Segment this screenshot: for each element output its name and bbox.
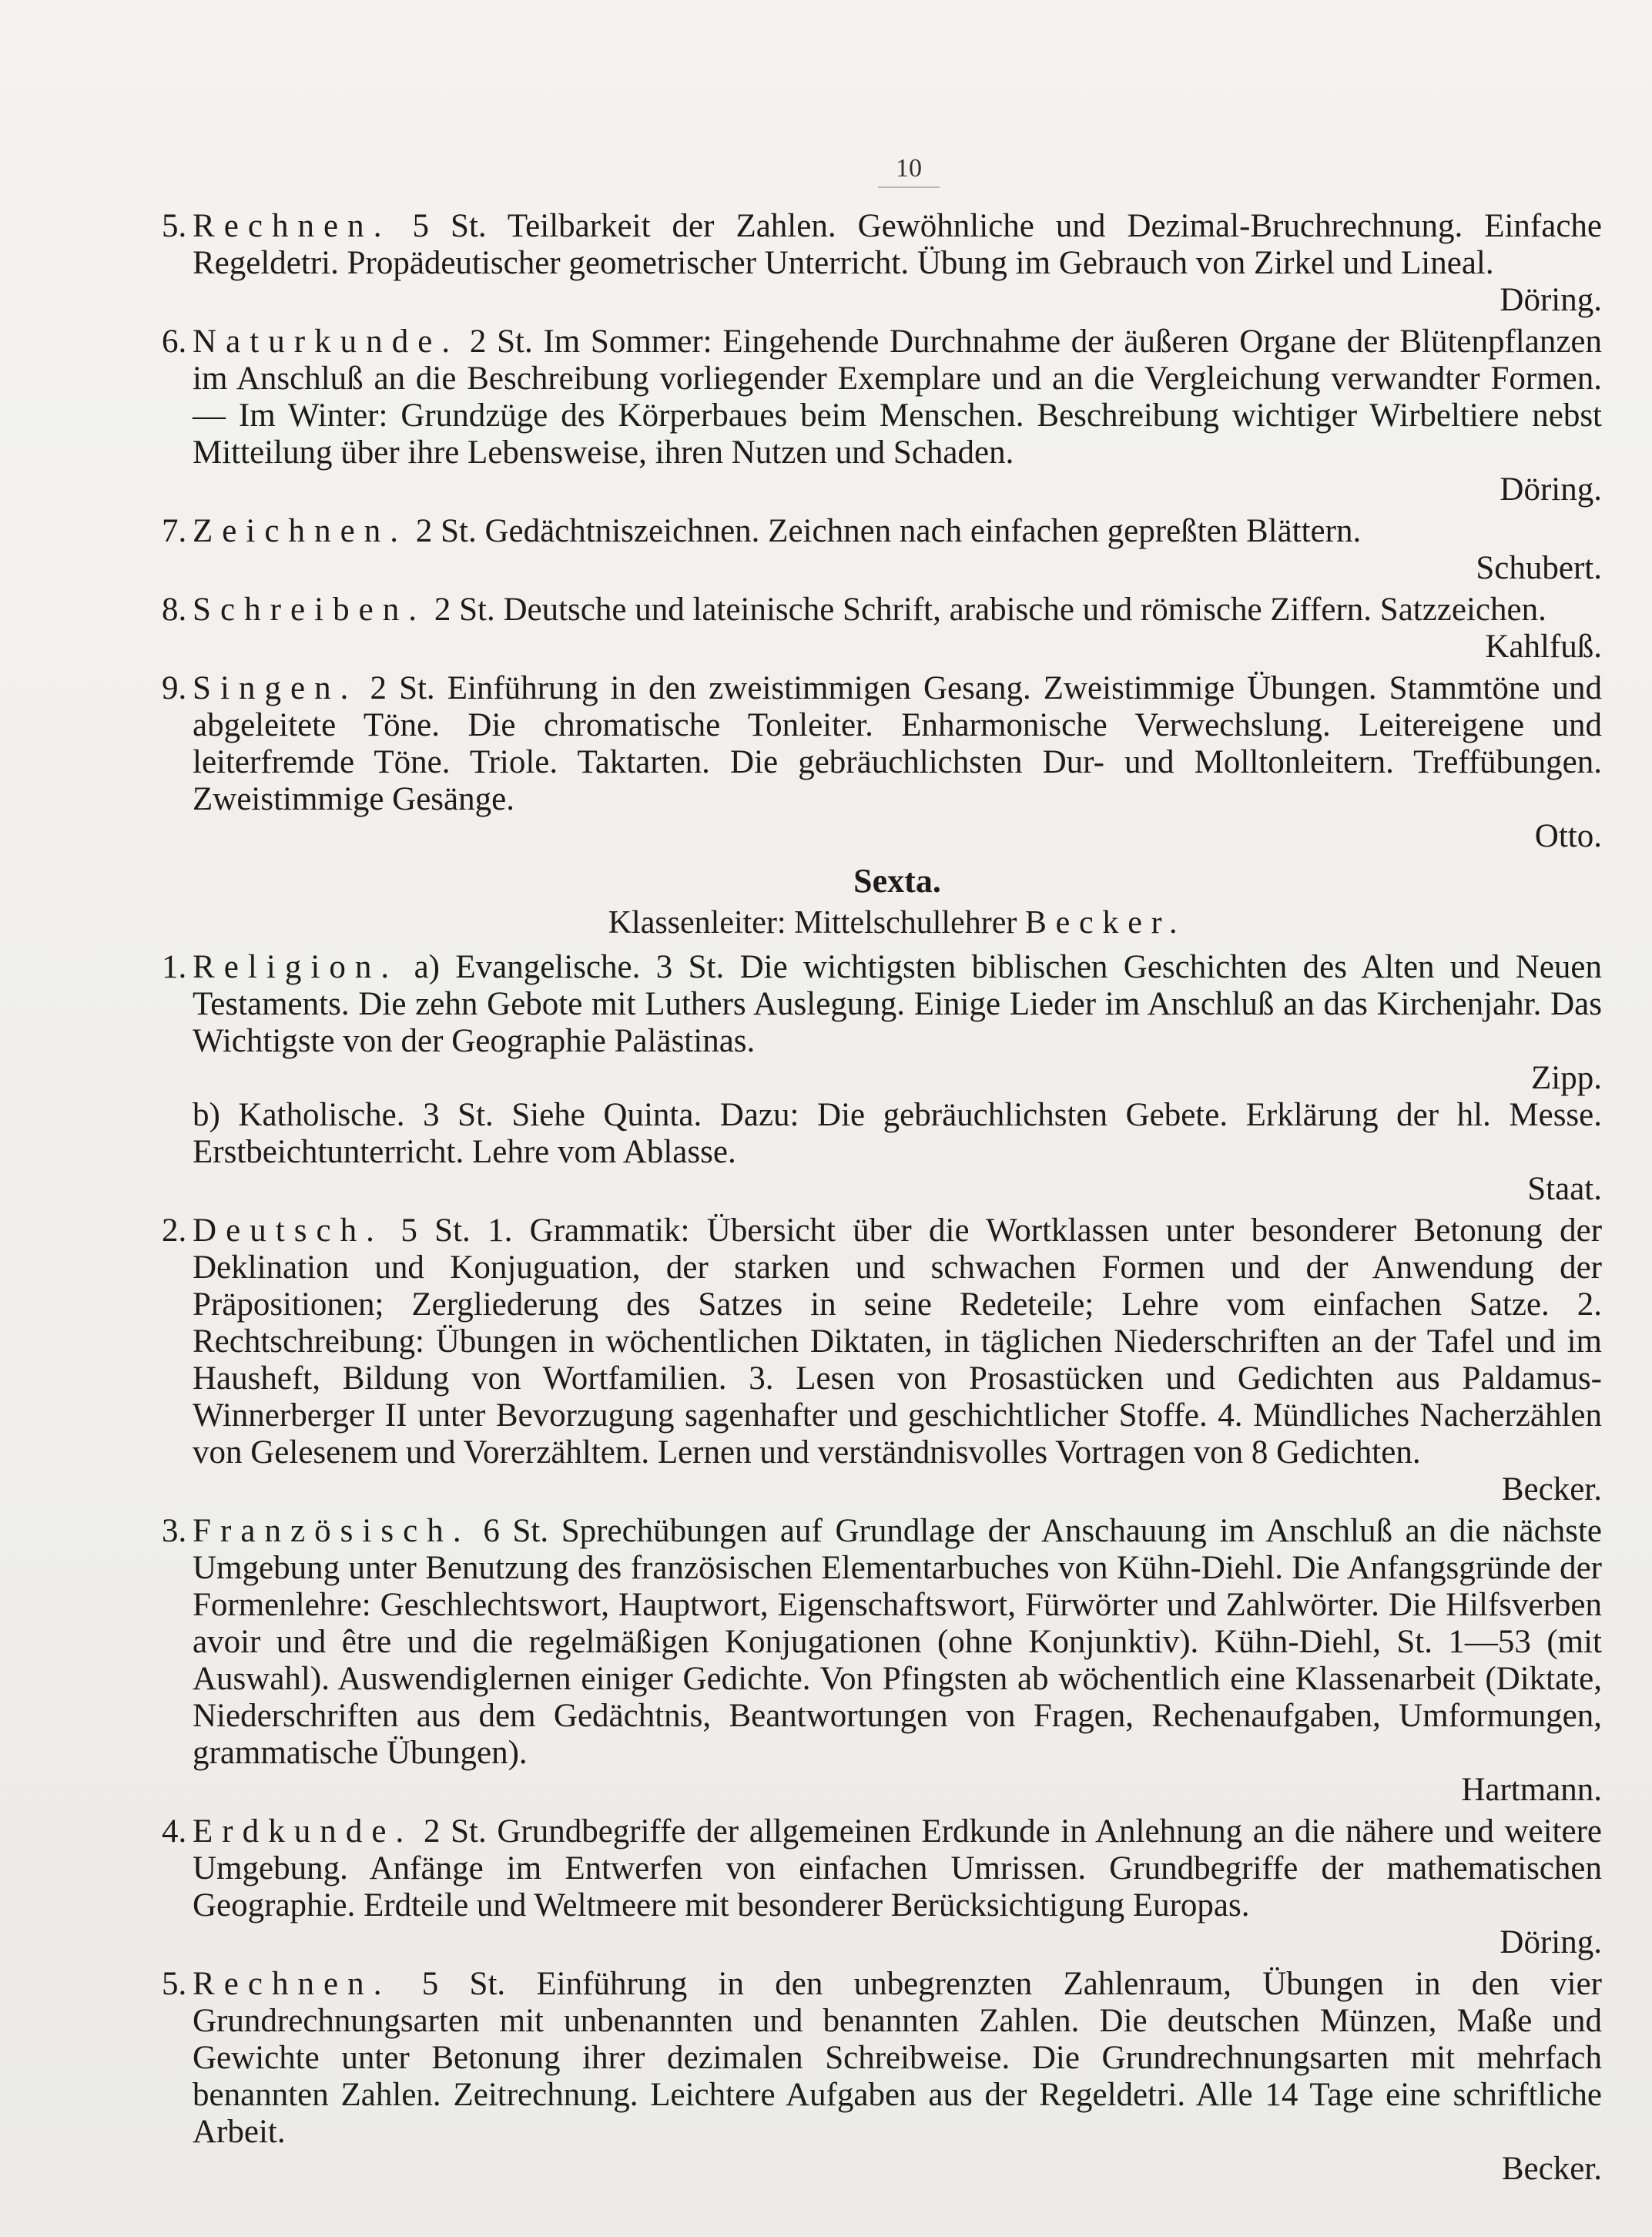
sexta-religion-entry xyxy=(162,949,1602,1208)
item-subject: Deutsch. xyxy=(193,1212,384,1249)
item-text: 5 St. 1. Grammatik: Übersicht über die Wortklassen unter besonderer Betonung der Deklination und Konjuguation, der starken und schwachen Formen und der Anwendung der Präpositionen; Zergliederung des Satzes in seine Redeteile; Lehre vom einfachen Satze. 2. Rechtschreibung: Übungen in wöchentlichen Diktaten, in täglichen Niederschriften an der Tafel und im Hausheft, Bildung von Wortfamilien. 3. Lesen von Prosastücken und Gedichten aus Paldamus-Winnerberger II unter Bevorzugung sagenhafter und geschichtlicher Stoffe. 4. Mündliches Nacherzählen von Gelesenem und Vorerzähltem. Lernen und verständnisvolles Vortragen von 8 Gedichten. xyxy=(193,1212,1603,1471)
item-subject: Rechnen. xyxy=(193,1966,391,2002)
class-leader-label: Klassenleiter: Mittelschullehrer xyxy=(608,905,1017,941)
list-item xyxy=(162,1212,1603,1508)
item-text: 2 St. Deutsche und lateinische Schrift, arabische und römische Ziffern. Satzzeichen. xyxy=(434,592,1546,628)
item-number: 9. xyxy=(162,670,187,706)
list-item xyxy=(162,324,1602,508)
item-text: a) Evangelische. 3 St. Die wichtigsten biblischen Geschichten des Alten und Neuen Testaments. Die zehn Gebote mit Luthers Auslegung. Einige Lieder im Anschluß an das Kirchenjahr. Das Wichtigste von der Geographie Palästinas. xyxy=(193,949,1602,1059)
item-text: 5 St. Teilbarkeit der Zahlen. Gewöhnliche und Dezimal-Bruchrechnung. Einfache Regeldetri. Propädeutischer geometrischer Unterricht. Übung im Gebrauch von Zirkel und Lineal. xyxy=(193,208,1602,281)
item-subject: Singen. xyxy=(193,670,358,706)
item-subject: Religion. xyxy=(193,949,399,985)
list-item xyxy=(162,1513,1602,1809)
class-leader-line xyxy=(193,903,1602,943)
item-text: 5 St. Einführung in den unbegrenzten Zahlenraum, Übungen in den vier Grundrechnungsarten mit unbenannten und benannten Zahlen. Die deutschen Münzen, Maße und Gewichte unter Betonung ihrer dezimalen Schreibweise. Die Grundrechnungsarten mit mehrfach benannten Zahlen. Zeitrechnung. Leichtere Aufgaben aus der Regeldetri. Alle 14 Tage eine schriftliche Arbeit. xyxy=(193,1966,1602,2150)
item-teacher: Döring. xyxy=(1500,471,1602,508)
list-item xyxy=(162,1813,1603,1961)
item-teacher: Schubert. xyxy=(1476,550,1602,586)
item-text: 2 St. Einführung in den zweistimmigen Gesang. Zweistimmige Übungen. Stammtöne und abgeleitete Töne. Die chromatische Tonleiter. Enharmonische Verwechslung. Leitereigene und leiterfremde Töne. Triole. Taktarten. Die gebräuchlichsten Dur- und Molltonleitern. Treffübungen. Zweistimmige Gesänge. xyxy=(193,670,1603,817)
list-item xyxy=(162,1966,1602,2188)
item-teacher: Zipp. xyxy=(1531,1060,1602,1096)
item-teacher: Döring. xyxy=(1500,282,1602,318)
sexta-section xyxy=(162,1212,1603,2188)
item-subject: Zeichnen. xyxy=(193,513,408,549)
class-leader-name: Becker. xyxy=(1024,905,1187,941)
item-text: 2 St. Im Sommer: Eingehende Durchnahme der äußeren Organe der Blütenpflanzen im Anschluß an die Beschreibung vorliegender Exemplare und an die Vergleichung verwandter Formen. — Im Winter: Grundzüge des Körperbaues beim Menschen. Beschreibung wichtiger Wirbeltiere nebst Mitteilung über ihre Lebensweise, ihren Nutzen und Schaden. xyxy=(193,324,1602,471)
item-number: 6. xyxy=(162,324,187,360)
item-number: 5. xyxy=(162,208,187,244)
item-number: 1. xyxy=(162,949,187,985)
item-subject: Naturkunde. xyxy=(193,324,460,360)
item-text: b) Katholische. 3 St. Siehe Quinta. Dazu: Die gebräuchlichsten Gebete. Erklärung der hl. Messe. Erstbeichtunterricht. Lehre vom Ablasse. xyxy=(193,1097,1602,1170)
item-number: 4. xyxy=(162,1813,187,1850)
item-number: 7. xyxy=(162,513,187,549)
item-subject: Schreiben. xyxy=(193,592,427,628)
item-subject: Rechnen. xyxy=(193,208,391,244)
list-item xyxy=(162,513,1602,587)
item-teacher: Staat. xyxy=(1527,1171,1602,1207)
item-number: 3. xyxy=(162,1513,187,1549)
list-item xyxy=(162,670,1603,855)
item-number: 5. xyxy=(162,1966,187,2002)
item-teacher: Hartmann. xyxy=(1461,1772,1602,1808)
page-number: 10 xyxy=(878,154,940,188)
item-teacher: Becker. xyxy=(1501,2151,1602,2187)
item-teacher: Kahlfuß. xyxy=(1485,629,1602,665)
item-subject: Erdkunde. xyxy=(193,1813,414,1850)
page-content xyxy=(162,208,1603,2192)
item-text: 2 St. Grundbegriffe der allgemeinen Erdkunde in Anlehnung an die nähere und weitere Umgebung. Anfänge im Entwerfen von einfachen Umrissen. Grundbegriffe der mathematischen Geographie. Erdteile und Weltmeere mit besonderer Berücksichtigung Europas. xyxy=(193,1813,1603,1923)
item-teacher: Becker. xyxy=(1501,1471,1602,1508)
section-heading-sexta: Sexta. xyxy=(853,862,941,900)
item-subject: Französisch. xyxy=(193,1513,471,1549)
list-item xyxy=(162,208,1602,319)
item-number: 8. xyxy=(162,592,187,628)
item-teacher: Otto. xyxy=(1534,818,1602,854)
item-teacher: Döring. xyxy=(1500,1924,1602,1960)
item-number: 2. xyxy=(162,1212,187,1249)
item-text: 6 St. Sprechübungen auf Grundlage der Anschauung im Anschluß an die nächste Umgebung unter Benutzung des französischen Elementarbuches von Kühn-Diehl. Die Anfangsgründe der Formenlehre: Geschlechtswort, Hauptwort, Eigenschaftswort, Fürwörter und Zahlwörter. Die Hilfsverben avoir und être und die regelmäßigen Konjugationen (ohne Konjunktiv). Kühn-Diehl, St. 1—53 (mit Auswahl). Auswendiglernen einiger Gedichte. Von Pfingsten ab wöchentlich eine Klassenarbeit (Diktate, Niederschriften aus dem Gedächtnis, Beantwortungen von Fragen, Rechenaufgaben, Umformungen, grammatische Übungen). xyxy=(193,1513,1602,1771)
list-item xyxy=(162,592,1602,666)
item-text: 2 St. Gedächtniszeichnen. Zeichnen nach einfachen gepreßten Blättern. xyxy=(415,513,1362,549)
quinta-section xyxy=(162,208,1603,855)
